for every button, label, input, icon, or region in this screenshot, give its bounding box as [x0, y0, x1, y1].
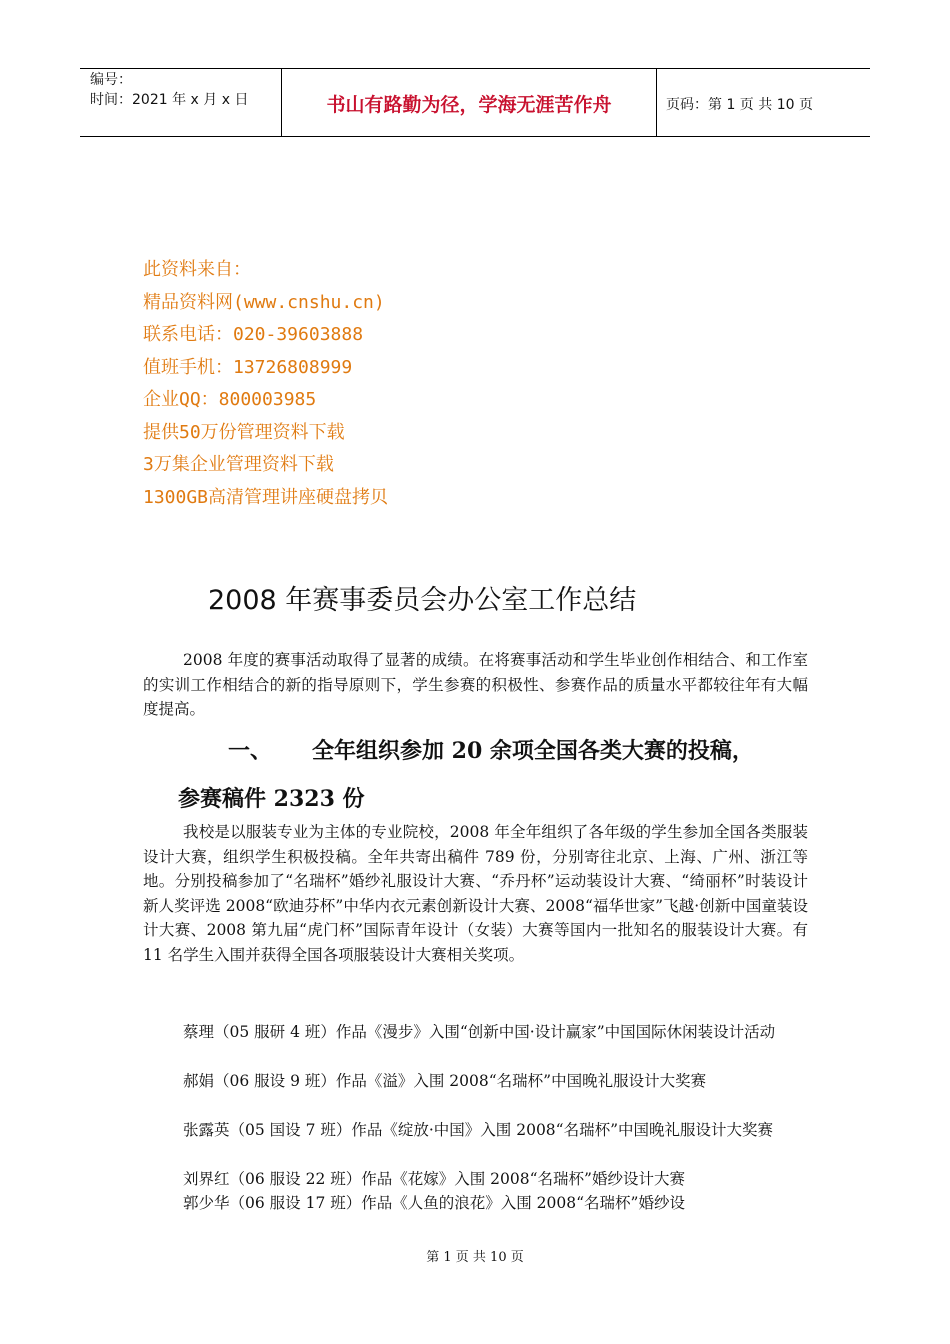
promo-line: 企业QQ：800003985 — [143, 389, 317, 410]
promo-line: 精品资料网(www.cnshu.cn) — [143, 291, 385, 313]
header-time-label: 时间：2021 年 x 月 x 日 — [90, 92, 249, 108]
section-heading-line1: 全年组织参加 20 余项全国各类大赛的投稿， — [312, 738, 754, 764]
document-title: 2008 年赛事委员会办公室工作总结 — [208, 585, 637, 616]
promo-block — [143, 254, 388, 514]
award-entry: 张露英（05 国设 7 班）作品《绽放·中国》入围 2008“名瑞杯”中国晚礼服设计大奖赛 — [183, 1121, 774, 1139]
promo-line: 值班手机：13726808999 — [143, 356, 353, 378]
award-entry: 蔡理（05 服研 4 班）作品《漫步》入围“创新中国·设计赢家”中国国际休闲装设计活动 — [183, 1023, 776, 1041]
award-entry: 刘界红（06 服设 22 班）作品《花嫁》入围 2008“名瑞杯”婚纱设计大赛 — [183, 1170, 685, 1188]
award-entry: 郭少华（06 服设 17 班）作品《人鱼的浪花》入围 2008“名瑞杯”婚纱设 — [183, 1194, 685, 1212]
promo-line: 3万集企业管理资料下载 — [143, 454, 334, 475]
page-footer: 第 1 页 共 10 页 — [426, 1250, 524, 1265]
promo-line: 1300GB高清管理讲座硬盘拷贝 — [143, 486, 389, 508]
header-divider-right — [656, 68, 657, 136]
header-number-label: 编号： — [90, 72, 132, 88]
promo-line: 提供50万份管理资料下载 — [143, 421, 345, 443]
header-top-border — [80, 68, 870, 69]
header-motto: 书山有路勤为径，学海无涯苦作舟 — [326, 94, 612, 116]
body-paragraph: 我校是以服装专业为主体的专业院校，2008 年全年组织了各年级的学生参加全国各类服装设计大赛，组织学生积极投稿。全年共寄出稿件 789 份，分别寄往北京、上海、广州、浙江等地。分别投稿参加了“名瑞杯”婚纱礼服设计大赛、“乔丹杯”运动装设计大赛、“绮丽杯”时装设计新人奖评选 2008“欧迪芬杯”中华内衣元素创新设计大赛、2008“福华世家”飞越·创新中国童装设计大赛、2008 第九届“虎门杯”国际青年设计（女装）大赛等国内一批知名的服装设计大赛。有 11 名学生入围并获得全国各项服装设计大赛相关奖项。 — [143, 823, 808, 964]
intro-paragraph: 2008 年度的赛事活动取得了显著的成绩。在将赛事活动和学生毕业创作相结合、和工作室的实训工作相结合的新的指导原则下，学生参赛的积极性、参赛作品的质量水平都较往年有大幅度提高。 — [143, 651, 808, 718]
header-meta — [90, 70, 248, 110]
section-number: 一、 — [228, 738, 273, 764]
header-bottom-border — [80, 136, 870, 137]
header-page-info: 页码：第 1 页 共 10 页 — [666, 97, 813, 113]
promo-line: 此资料来自： — [143, 259, 251, 280]
award-entry: 郝娟（06 服设 9 班）作品《溢》入围 2008“名瑞杯”中国晚礼服设计大奖赛 — [183, 1072, 707, 1090]
promo-line: 联系电话：020-39603888 — [143, 324, 364, 345]
section-heading-line2: 参赛稿件 2323 份 — [178, 786, 365, 812]
